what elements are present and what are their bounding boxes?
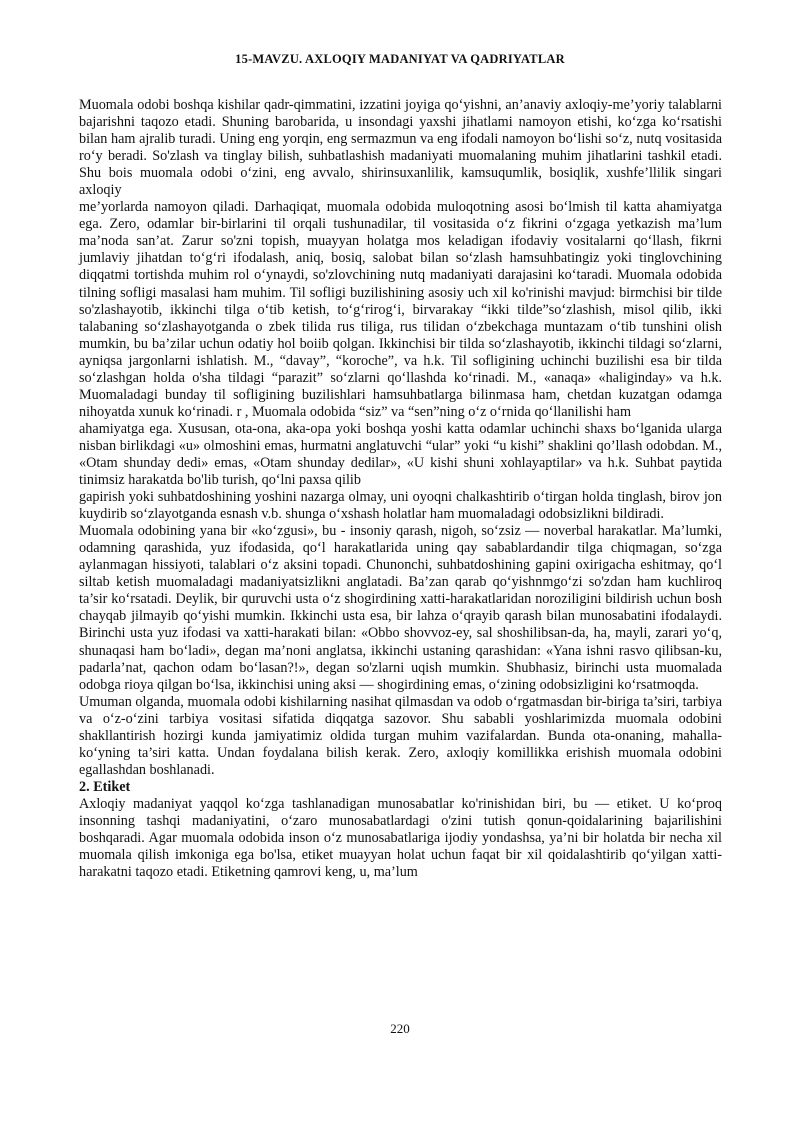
paragraph: Axloqiy madaniyat yaqqol ko‘zga tashlanadigan munosabatlar ko'rinishidan biri, bu — etiket. U ko‘proq insonning tashqi madaniyatini, o‘zaro munosabatlardagi o'zini tutish qonun-qoidalarining bajarilishini boshqaradi. Agar muomala odobida inson o‘z munosabatlariga ijodiy yondashsa, ya’ni bir holatda bir necha xil muomala qilish imkoniga ega bo'lsa, etiket muayyan holat uchun faqat bir xil qoidalashtirib qo‘yilgan xatti-harakatni taqozo etadi. Etiketning qamrovi keng, u, ma’lum xyxy=(79,795,722,881)
paragraph: Muomala odobining yana bir «ko‘zgusi», bu - insoniy qarash, nigoh, so‘zsiz — noverbal harakatlar. Ma’lumki, odamning qarashida, yuz ifodasida, qo‘l harakatlarida uning qay sabablardandir tilga chiqmagan, so‘zga aylanmagan hissiyoti, talablari o‘z aksini topadi. Chunonchi, suhbatdoshining gapini oxirigacha eshitmay, qo‘l siltab ketish muomaladagi madaniyatsizlikni anglatadi. Ba’zan qarab qo‘yishnmgo‘zi so'zdan ham kuchliroq ta’sir ko‘rsatadi. Deylik, bir quruvchi usta o‘z shogirdining xatti-harakatlaridan noroziligini bildirish uchun bosh chayqab jilmayib qo‘yishi mumkin. Ikkinchi usta esa, bir lahza o‘qrayib qarash bilan munosabatini ifodalaydi. Birinchi usta yuz ifodasi va xatti-harakati bilan: «Obbo shovvoz-ey, sal shoshilibsan-da, ha, mayli, zarari yo‘q, shunaqasi ham bo‘ladi», degan ma’noni anglatsa, ikkinchi ustaning qarashidan: «Yana ishni rasvo qilibsan-ku, padarla’nat, qachon odam bo‘lasan?!», degan so'zlarni uqish mumkin. Shubhasiz, birinchi usta muomalada odobga rioya qilgan bo‘lsa, ikkinchisi uning aksi — shogirdining emas, o‘zining odobsizligini ko‘rsatmoqda. xyxy=(79,523,722,693)
paragraph: me’yorlarda namoyon qiladi. Darhaqiqat, muomala odobida muloqotning asosi bo‘lmish til katta ahamiyatga ega. Zero, odamlar bir-birlarini til orqali tushunadilar, til vositasida o‘z fikrini o‘zgaga yetkazish ma’lum ma’noda san’at. Zarur so'zni topish, muayyan holatga mos keladigan ifodaviy vositalarni qo‘llash, fikrni jumlaviy jihatdan to‘g‘ri ifodalash, aniq, bosiq, salobat bilan so‘zlash hamsuhbatingiz yoki tinglovchining diqqatmi tortishda muhim rol o‘ynaydi, so'zlovchining nutq madaniyati darajasini ko‘taradi. Muomala odobida tilning sofligi masalasi ham muhim. Til sofligi buzilishining asosiy uch xil ko'rinishi mavjud: birmchisi bir tilde so'zlashayotib, ikkinchi tilga o‘tib ketish, to‘g‘rirog‘i, birvarakay “ikki tilde”so‘zlashish, misol qilib, ikki talabaning so‘zlashayotganda o zbek tilida rus tiliga, rus tilidan o‘zbekchaga muntazam o‘tib tunshini olish mumkin, bu ba’zilar uchun odatiy hol boiib qolgan. Ikkinchisi bir tilda so‘zlashayotib, ikkinchi tildagi so‘zlarni, ayniqsa jargonlarni ishlatish. M., “davay”, “koroche”, va h.k. Til sofligining uchinchi buzilishi esa bir tilda so‘zlashgan holda o'sha tildagi “parazit” so‘zlarni qo‘llashda ko‘rinadi. M., «anaqa» «haliginday» va h.k. Muomaladagi bunday til sofligining buzilishlari hamsuhbatlarga bilinmasa ham, chetdan kuzatgan odamga nihoyatda xunuk ko‘rinadi. r , Muomala odobida “siz” va “sen”ning o‘z o‘rnida qo‘llanilishi ham xyxy=(79,199,722,420)
running-header: 15-MAVZU. AXLOQIY MADANIYAT VA QADRIYATLAR xyxy=(235,52,565,66)
paragraph: gapirish yoki suhbatdoshining yoshini nazarga olmay, uni oyoqni chalkashtirib o‘tirgan holda tinglash, birov jon kuydirib so‘zlayotganda esnash v.b. shunga o‘xshash holatlar ham muomaladagi odobsizlikni bildiradi. xyxy=(79,489,722,523)
paragraph: ahamiyatga ega. Xususan, ota-ona, aka-opa yoki boshqa yoshi katta odamlar uchinchi shaxs bo‘lganida ularga nisban birlikdagi «u» olmoshini emas, hurmatni anglatuvchi “ular” yoki “u kishi” shaklini qo’llash odobdan. M., «Otam shunday dedi» emas, «Otam shunday dedilar», «U kishi shuni xohlayaptilar» va h.k. Suhbat paytida tinimsiz harakatda bo'lib turish, qo‘lni paxsa qilib xyxy=(79,420,722,489)
section-heading: 2. Etiket xyxy=(79,778,131,795)
page-number: 220 xyxy=(390,1021,410,1036)
paragraph: Muomala odobi boshqa kishilar qadr-qimmatini, izzatini joyiga qo‘yishni, an’anaviy axloqiy-me’yoriy talablarni bajarishni taqozo etadi. Shuning barobarida, u insondagi yaxshi jihatlami namoyon etishi, ko‘zga ko‘rsatishi bilan ham ajralib turadi. Uning eng yorqin, eng sermazmun va eng ifodali namoyon bo‘lishi so‘z, nutq vositasida ro‘y beradi. So'zlash va tinglay bilish, suhbatlashish madaniyati muomalaning muhim jihatlarini tashkil etadi. Shu bois muomala odobi o‘zini, eng avvalo, shirinsuxanlilik, kamsuqumlik, bosiqlik, xushfe’llilik singari axloqiy xyxy=(79,97,722,199)
body-text xyxy=(79,97,722,881)
paragraph: Umuman olganda, muomala odobi kishilarning nasihat qilmasdan va odob o‘rgatmasdan bir-biriga ta’siri, tarbiya va o‘z-o‘zini tarbiya vositasi sifatida diqqatga sazovor. Shu sababli yoshlarimizda muomala odobini shakllantirish hozirgi kunda jamiyatimiz oldida turgan muhim vazifalardan. Bunda ota-onaning, mahalla-ko‘yning ta’siri katta. Undan foydalana bilish kerak. Zero, axloqiy komillikka erishish muomala odobini egallashdan boshlanadi. xyxy=(79,693,722,778)
